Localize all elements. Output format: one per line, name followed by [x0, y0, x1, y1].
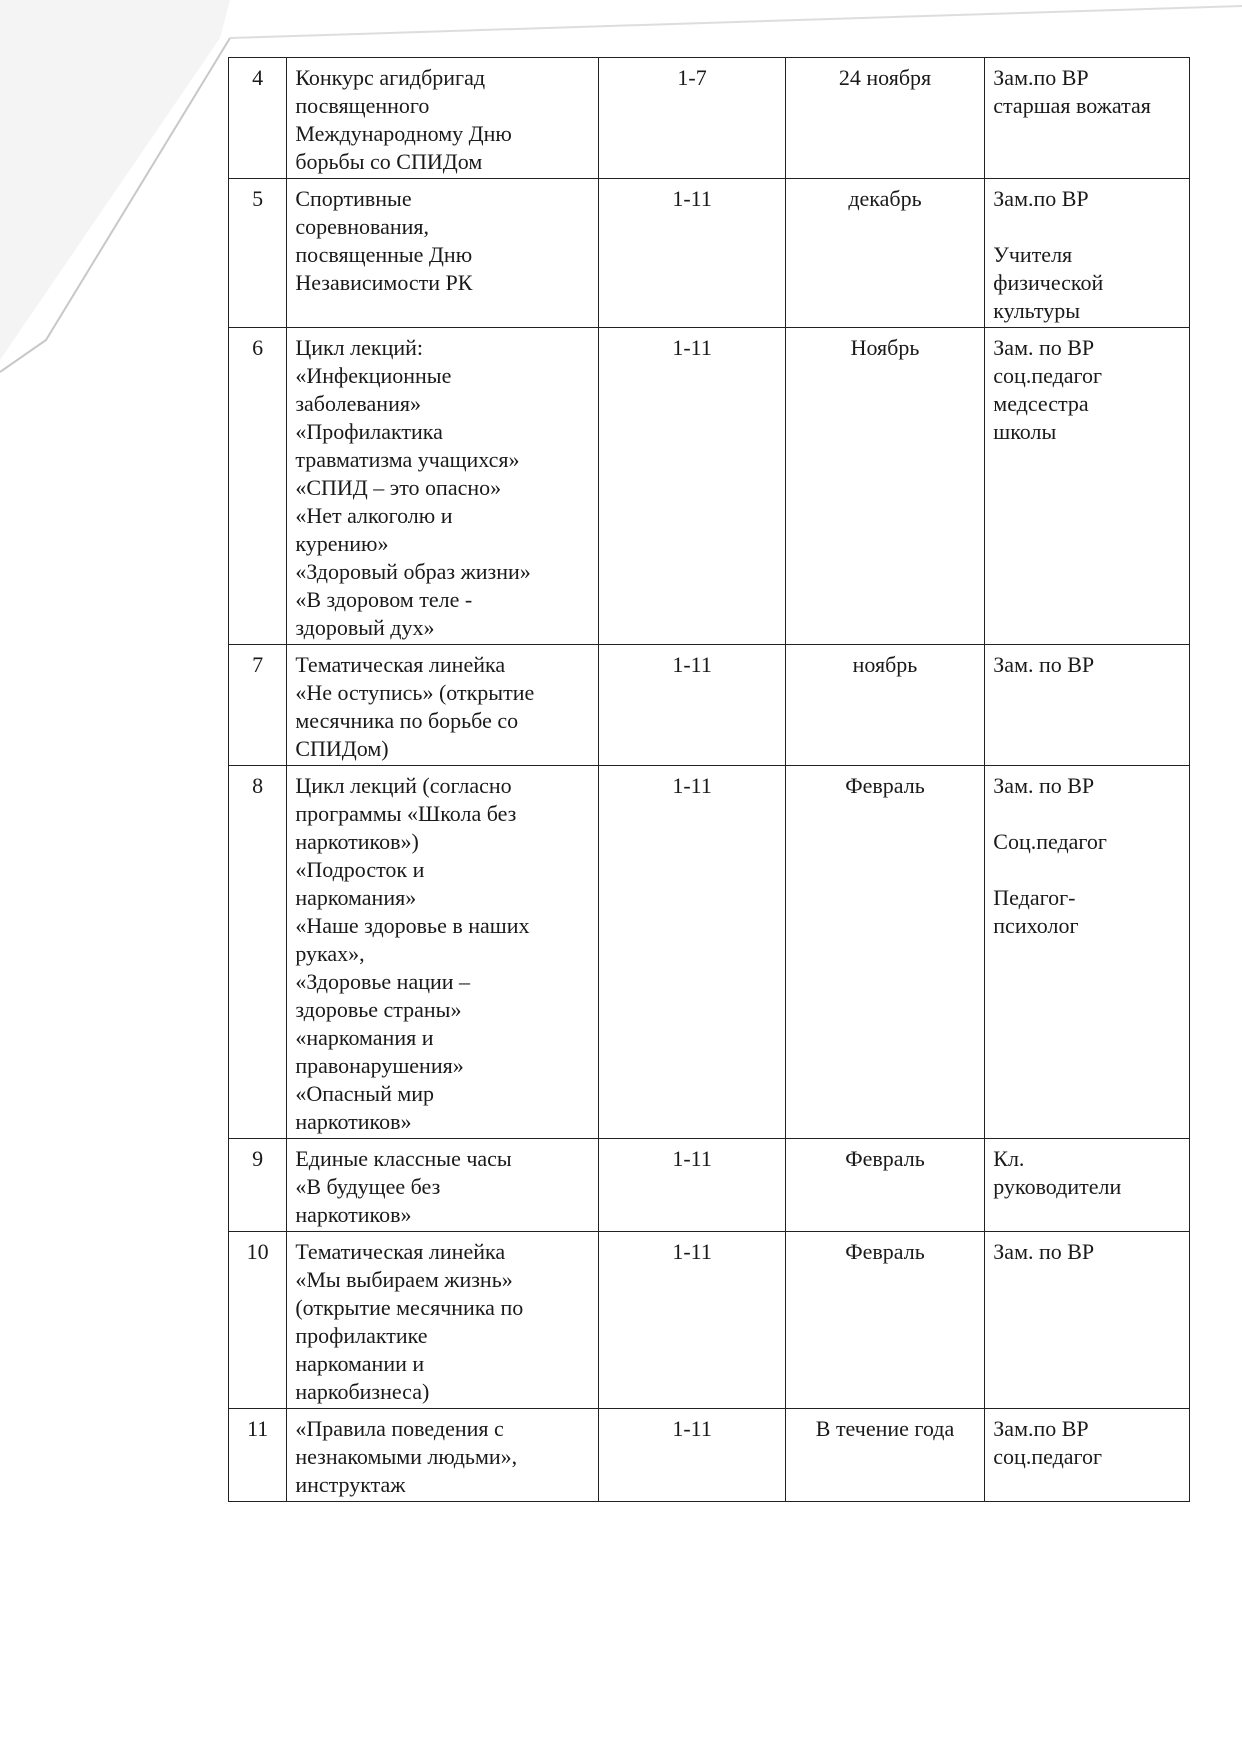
- event-line: инструктаж: [295, 1472, 406, 1497]
- event-line: посвященного: [295, 93, 430, 118]
- responsible-line: Учителя: [993, 242, 1073, 267]
- responsible-line: старшая вожатая: [993, 93, 1151, 118]
- event-name: [287, 58, 599, 179]
- responsible-line: соц.педагог: [993, 1444, 1103, 1469]
- table-row: [229, 328, 1190, 645]
- responsible: [985, 179, 1190, 328]
- grades: 1-11: [599, 179, 785, 328]
- responsible-line: руководители: [993, 1174, 1122, 1199]
- responsible-line: Зам. по ВР: [993, 335, 1095, 360]
- event-line: месячника по борьбе со: [295, 708, 519, 733]
- event-line: «Инфекционные: [295, 363, 452, 388]
- row-number: 7: [229, 645, 287, 766]
- responsible-line: психолог: [993, 913, 1079, 938]
- event-line: Конкурс агидбригад: [295, 65, 486, 90]
- responsible: [985, 645, 1190, 766]
- event-line: Независимости РК: [295, 270, 473, 295]
- table-row: [229, 1232, 1190, 1409]
- responsible-line: физической: [993, 270, 1104, 295]
- responsible-line: Зам.по ВР: [993, 65, 1089, 90]
- date: декабрь: [785, 179, 985, 328]
- grades: 1-7: [599, 58, 785, 179]
- event-line: Тематическая линейка: [295, 1239, 506, 1264]
- row-number: 11: [229, 1409, 287, 1502]
- row-number: 10: [229, 1232, 287, 1409]
- event-line: наркобизнеса): [295, 1379, 430, 1404]
- event-line: борьбы со СПИДом: [295, 149, 483, 174]
- event-line: «Правила поведения с: [295, 1416, 504, 1441]
- event-line: наркомания»: [295, 885, 417, 910]
- event-line: наркотиков»): [295, 829, 419, 854]
- responsible-line: Зам. по ВР: [993, 1239, 1095, 1264]
- event-line: курению»: [295, 531, 389, 556]
- grades: 1-11: [599, 766, 785, 1139]
- event-line: профилактике: [295, 1323, 428, 1348]
- events-table-body: [229, 58, 1190, 1502]
- row-number: 4: [229, 58, 287, 179]
- table-row: [229, 58, 1190, 179]
- document-page: [228, 57, 1190, 1502]
- date: Февраль: [785, 766, 985, 1139]
- date: 24 ноября: [785, 58, 985, 179]
- responsible-line: Педагог-: [993, 885, 1076, 910]
- event-line: наркотиков»: [295, 1202, 412, 1227]
- event-line: заболевания»: [295, 391, 421, 416]
- responsible-line: Зам.по ВР: [993, 186, 1089, 211]
- event-line: «Профилактика: [295, 419, 443, 444]
- responsible-line: Соц.педагог: [993, 829, 1107, 854]
- events-table: [228, 57, 1190, 1502]
- responsible-line: медсестра: [993, 391, 1089, 416]
- event-line: «Подросток и: [295, 857, 425, 882]
- event-line: наркомании и: [295, 1351, 425, 1376]
- event-name: [287, 1409, 599, 1502]
- event-line: Тематическая линейка: [295, 652, 506, 677]
- grades: 1-11: [599, 1139, 785, 1232]
- event-line: правонарушения»: [295, 1053, 464, 1078]
- event-line: программы «Школа без: [295, 801, 517, 826]
- event-line: «Мы выбираем жизнь»: [295, 1267, 513, 1292]
- responsible: [985, 1139, 1190, 1232]
- event-line: СПИДом): [295, 736, 389, 761]
- responsible: [985, 328, 1190, 645]
- grades: 1-11: [599, 645, 785, 766]
- event-line: Цикл лекций:: [295, 335, 424, 360]
- event-name: [287, 766, 599, 1139]
- event-line: «Наше здоровье в наших: [295, 913, 530, 938]
- table-row: [229, 766, 1190, 1139]
- responsible-line: Кл.: [993, 1146, 1025, 1171]
- row-number: 8: [229, 766, 287, 1139]
- event-name: [287, 328, 599, 645]
- line-gap: [993, 856, 1181, 884]
- event-line: «СПИД – это опасно»: [295, 475, 502, 500]
- event-line: «Опасный мир: [295, 1081, 435, 1106]
- event-line: «В здоровом теле -: [295, 587, 473, 612]
- responsible: [985, 1232, 1190, 1409]
- row-number: 6: [229, 328, 287, 645]
- event-line: травматизма учащихся»: [295, 447, 520, 472]
- event-name: [287, 645, 599, 766]
- responsible: [985, 766, 1190, 1139]
- responsible: [985, 58, 1190, 179]
- responsible-line: Зам. по ВР: [993, 652, 1095, 677]
- responsible: [985, 1409, 1190, 1502]
- event-line: «наркомания и: [295, 1025, 434, 1050]
- event-line: наркотиков»: [295, 1109, 412, 1134]
- responsible-line: культуры: [993, 298, 1080, 323]
- event-name: [287, 1139, 599, 1232]
- line-gap: [993, 800, 1181, 828]
- responsible-line: соц.педагог: [993, 363, 1103, 388]
- event-line: «Здоровый образ жизни»: [295, 559, 531, 584]
- responsible-line: школы: [993, 419, 1057, 444]
- row-number: 5: [229, 179, 287, 328]
- event-name: [287, 1232, 599, 1409]
- responsible-line: Зам.по ВР: [993, 1416, 1089, 1441]
- responsible-line: Зам. по ВР: [993, 773, 1095, 798]
- grades: 1-11: [599, 328, 785, 645]
- grades: 1-11: [599, 1409, 785, 1502]
- table-row: [229, 645, 1190, 766]
- date: Февраль: [785, 1232, 985, 1409]
- event-line: Цикл лекций (согласно: [295, 773, 512, 798]
- date: ноябрь: [785, 645, 985, 766]
- table-row: [229, 179, 1190, 328]
- event-line: незнакомыми людьми»,: [295, 1444, 518, 1469]
- date: Ноябрь: [785, 328, 985, 645]
- date: В течение года: [785, 1409, 985, 1502]
- event-line: соревнования,: [295, 214, 430, 239]
- line-gap: [993, 213, 1181, 241]
- event-name: [287, 179, 599, 328]
- event-line: (открытие месячника по: [295, 1295, 524, 1320]
- event-line: руках»,: [295, 941, 365, 966]
- table-row: [229, 1409, 1190, 1502]
- event-line: «В будущее без: [295, 1174, 441, 1199]
- row-number: 9: [229, 1139, 287, 1232]
- event-line: Единые классные часы: [295, 1146, 512, 1171]
- event-line: посвященные Дню: [295, 242, 473, 267]
- event-line: здоровье страны»: [295, 997, 462, 1022]
- event-line: Международному Дню: [295, 121, 512, 146]
- event-line: «Не оступись» (открытие: [295, 680, 535, 705]
- event-line: «Нет алкоголю и: [295, 503, 453, 528]
- event-line: «Здоровье нации –: [295, 969, 471, 994]
- grades: 1-11: [599, 1232, 785, 1409]
- table-row: [229, 1139, 1190, 1232]
- event-line: здоровый дух»: [295, 615, 435, 640]
- date: Февраль: [785, 1139, 985, 1232]
- event-line: Спортивные: [295, 186, 412, 211]
